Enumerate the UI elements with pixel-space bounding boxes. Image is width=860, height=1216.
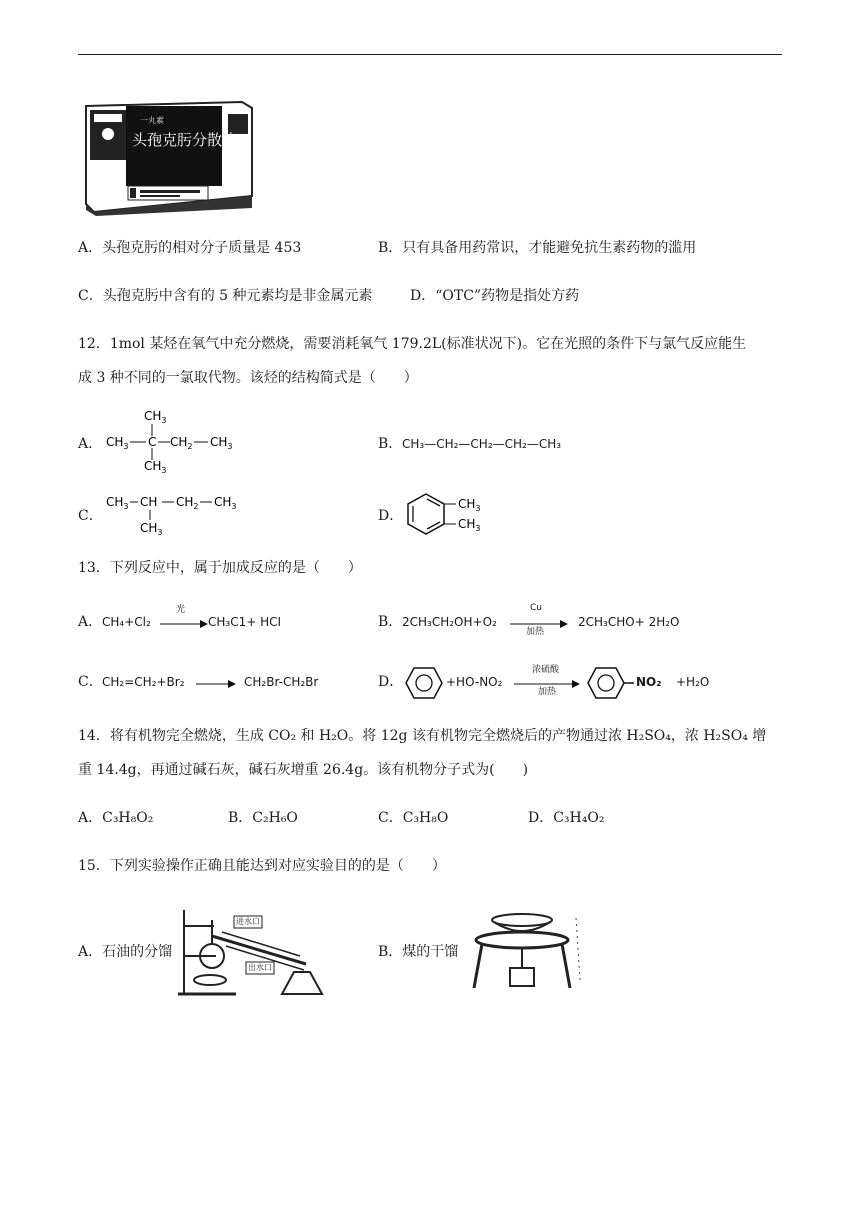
nitrobenzene-ring-icon: [586, 666, 634, 700]
q11-option-b: B．只有具备用药常识，才能避免抗生素药物的滥用: [378, 240, 697, 256]
q13-option-c-label: C．: [78, 674, 103, 690]
svg-text:CH: CH: [140, 495, 158, 509]
svg-text:CH2: $CH_2$: [170, 435, 193, 451]
q14-option-b: B．C₂H₆O: [228, 810, 298, 826]
q13-option-c-right: CH₂Br-CH₂Br: [244, 675, 319, 689]
benzene-ring-icon: [404, 666, 444, 700]
svg-text:CH3: $CH_3$: [210, 435, 233, 451]
svg-text:CH3: $CH_3$: [144, 459, 167, 475]
q13-option-b-left: 2CH₃CH₂OH+O₂: [402, 615, 497, 629]
q12-option-a-structure: [104, 406, 244, 476]
q12-option-d-label: D．: [378, 508, 404, 524]
q13-option-b-right: 2CH₃CHO+ 2H₂O: [578, 615, 680, 629]
svg-text:CH3: $CH_3$: [458, 517, 481, 533]
q12-stem-line2: 成 3 种不同的一氯取代物。该烃的结构简式是（ ）: [78, 370, 418, 386]
svg-text:CH3: $CH_3$: [106, 435, 129, 451]
q12-stem-line1: 12．1mol 某烃在氧气中充分燃烧，需要消耗氧气 179.2L(标准状况下)。它在光照的条件下与氯气反应能生: [78, 336, 747, 352]
q13-option-a-condition: 光: [176, 605, 186, 615]
distillation-apparatus-image: [176, 906, 332, 998]
q13-option-b-label: B．: [378, 614, 403, 630]
q13-option-a-right: CH₃C1+ HCI: [208, 615, 282, 629]
q14-stem-line1: 14．将有机物完全燃烧，生成 CO₂ 和 H₂O。将 12g 该有机物完全燃烧后的产物通过浓 H₂SO₄，浓 H₂SO₄ 增: [78, 728, 767, 744]
q13-option-d-middle: +HO-NO₂: [446, 675, 503, 689]
q13-option-c-arrow: [196, 676, 236, 688]
svg-text:CH3: $CH_3$: [214, 495, 237, 511]
coal-dry-distillation-image: [464, 910, 586, 992]
q15-option-b: B．煤的干馏: [378, 944, 459, 960]
q11-option-d: D．“OTC”药物是指处方药: [410, 288, 580, 304]
q13-option-d-condition-bottom: 加热: [538, 687, 557, 697]
q13-option-d-label: D．: [378, 674, 404, 690]
q13-option-c-left: CH₂=CH₂+Br₂: [102, 675, 185, 689]
q14-option-c: C．C₃H₈O: [378, 810, 449, 826]
svg-text:CH3: $CH_3$: [144, 409, 167, 425]
q14-option-d: D．C₃H₄O₂: [528, 810, 605, 826]
svg-text:C: C: [148, 435, 157, 449]
q13-option-a-left: CH₄+Cl₂: [102, 615, 151, 629]
q13-option-d-condition-top: 浓硫酸: [532, 665, 560, 675]
q13-option-a-label: A．: [78, 614, 103, 630]
q14-option-a: A．C₃H₈O₂: [78, 810, 154, 826]
medicine-title: 头孢克肟分散片: [132, 131, 238, 149]
q13-option-b-condition-bottom: 加热: [526, 627, 545, 637]
q13-option-b-condition-top: Cu: [530, 603, 542, 613]
q13-option-d-right: +H₂O: [676, 675, 710, 689]
water-inlet-label: 进水口: [236, 917, 260, 926]
q13-stem: 13．下列反应中，属于加成反应的是（ ）: [78, 560, 362, 576]
q15-option-a: A．石油的分馏: [78, 944, 173, 960]
svg-text:CH3: $CH_3$: [106, 495, 129, 511]
q12-option-b-label: B．: [378, 436, 403, 452]
q13-option-d-no2: NO₂: [636, 675, 662, 689]
q12-option-d-structure: [404, 490, 494, 536]
header-rule: [78, 54, 782, 55]
q14-stem-line2: 重 14.4g，再通过碱石灰，碱石灰增重 26.4g。该有机物分子式为( ): [78, 762, 529, 778]
svg-text:CH2: $CH_2$: [176, 495, 199, 511]
q12-option-c-label: C．: [78, 508, 103, 524]
svg-text:CH3: $CH_3$: [458, 497, 481, 513]
medicine-top-label: 一丸素: [140, 116, 164, 125]
q12-option-a-label: A．: [78, 436, 103, 452]
q13-option-a-arrow: [160, 616, 208, 628]
q11-option-a: A．头孢克肟的相对分子质量是 453: [78, 240, 302, 256]
svg-text:CH3: $CH_3$: [140, 521, 163, 536]
q12-option-c-structure: [104, 490, 244, 536]
q15-stem: 15．下列实验操作正确且能达到对应实验目的的是（ ）: [78, 858, 446, 874]
medicine-box-image: [82, 100, 260, 216]
q12-option-b-formula: CH₃—CH₂—CH₂—CH₂—CH₃: [402, 437, 562, 451]
q11-option-c: C．头孢克肟中含有的 5 种元素均是非金属元素: [78, 288, 373, 304]
water-outlet-label: 出水口: [248, 963, 272, 972]
